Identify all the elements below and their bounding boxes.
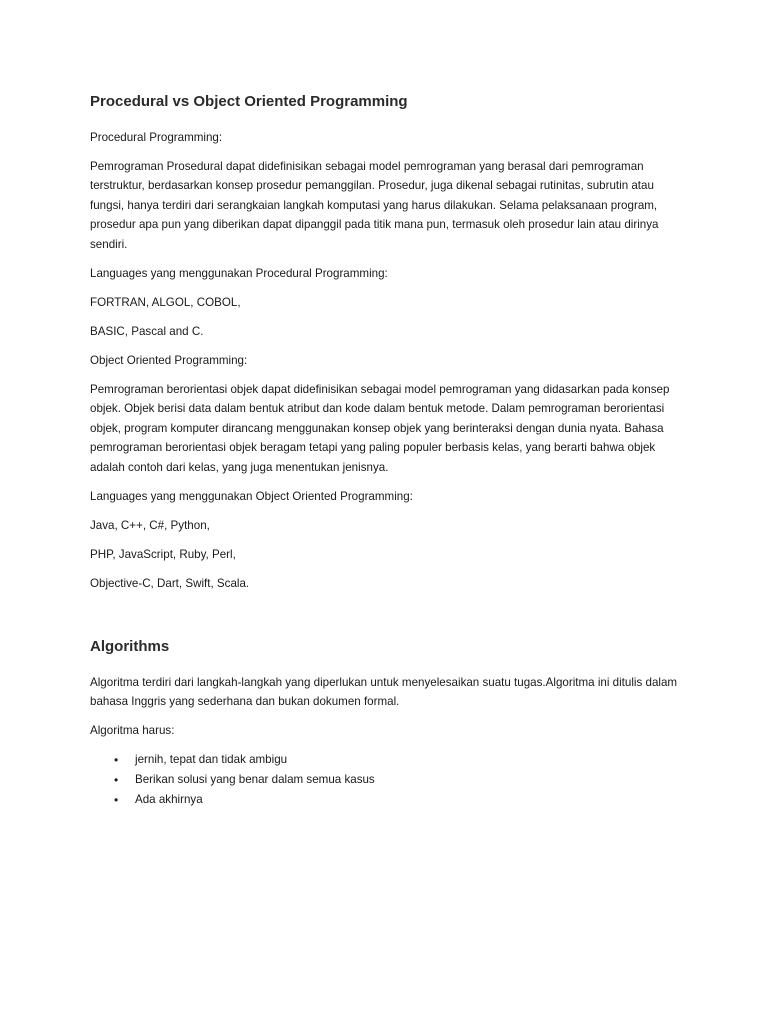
oop-heading: Object Oriented Programming: [90,353,248,367]
oop-languages-line-1: Java, C++, C#, Python, [90,518,210,532]
oop-description: Pemrograman berorientasi objek dapat didefinisikan sebagai model pemrograman yang didasarkan pada konsep objek. Objek berisi data dalam bentuk atribut dan kode dalam bentuk metode. Dalam pemrograman berorientasi objek, program komputer dirancang menggunakan konsep objek yang berinteraksi dengan dunia nyata. Bahasa pemrograman berorientasi objek beragam tetapi yang paling populer berbasis kelas, yang berarti bahwa objek adalah contoh dari kelas, yang juga menentukan jenisnya. [90,382,670,474]
procedural-heading: Procedural Programming: [90,130,223,144]
list-item-text: Berikan solusi yang benar dalam semua kasus [135,773,375,786]
oop-languages-line-3: Objective-C, Dart, Swift, Scala. [90,576,250,590]
algorithms-title: Algorithms [90,638,170,655]
algorithms-description: Algoritma terdiri dari langkah-langkah yang diperlukan untuk menyelesaikan suatu tugas.Algoritma ini ditulis dalam bahasa Inggris yang sederhana dan bukan dokumen formal. [90,675,678,708]
oop-languages-line-2: PHP, JavaScript, Ruby, Perl, [90,547,236,561]
bullet-icon: • [114,753,119,767]
list-item [90,790,690,810]
document-title: Procedural vs Object Oriented Programming [90,93,408,110]
list-item [90,770,690,790]
procedural-languages-line-2: BASIC, Pascal and C. [90,324,204,338]
algorithms-requirements-heading: Algoritma harus: [90,724,175,737]
document-page [90,92,690,810]
procedural-languages-heading: Languages yang menggunakan Procedural Programming: [90,266,388,280]
oop-languages-heading: Languages yang menggunakan Object Oriented Programming: [90,489,413,503]
bullet-icon: • [114,773,119,787]
algorithms-requirements-list [90,750,690,810]
bullet-icon: • [114,793,119,807]
procedural-languages-line-1: FORTRAN, ALGOL, COBOL, [90,295,241,309]
list-item-text: jernih, tepat dan tidak ambigu [135,753,288,766]
procedural-description: Pemrograman Prosedural dapat didefinisikan sebagai model pemrograman yang berasal dari pemrograman terstruktur, berdasarkan konsep prosedur pemanggilan. Prosedur, juga dikenal sebagai rutinitas, subrutin atau fungsi, hanya terdiri dari serangkaian langkah komputasi yang harus dilakukan. Selama pelaksanaan program, prosedur apa pun yang diberikan dapat dipanggil pada titik mana pun, termasuk oleh prosedur lain atau dirinya sendiri. [90,159,659,251]
list-item-text: Ada akhirnya [135,793,203,806]
list-item [90,750,690,770]
